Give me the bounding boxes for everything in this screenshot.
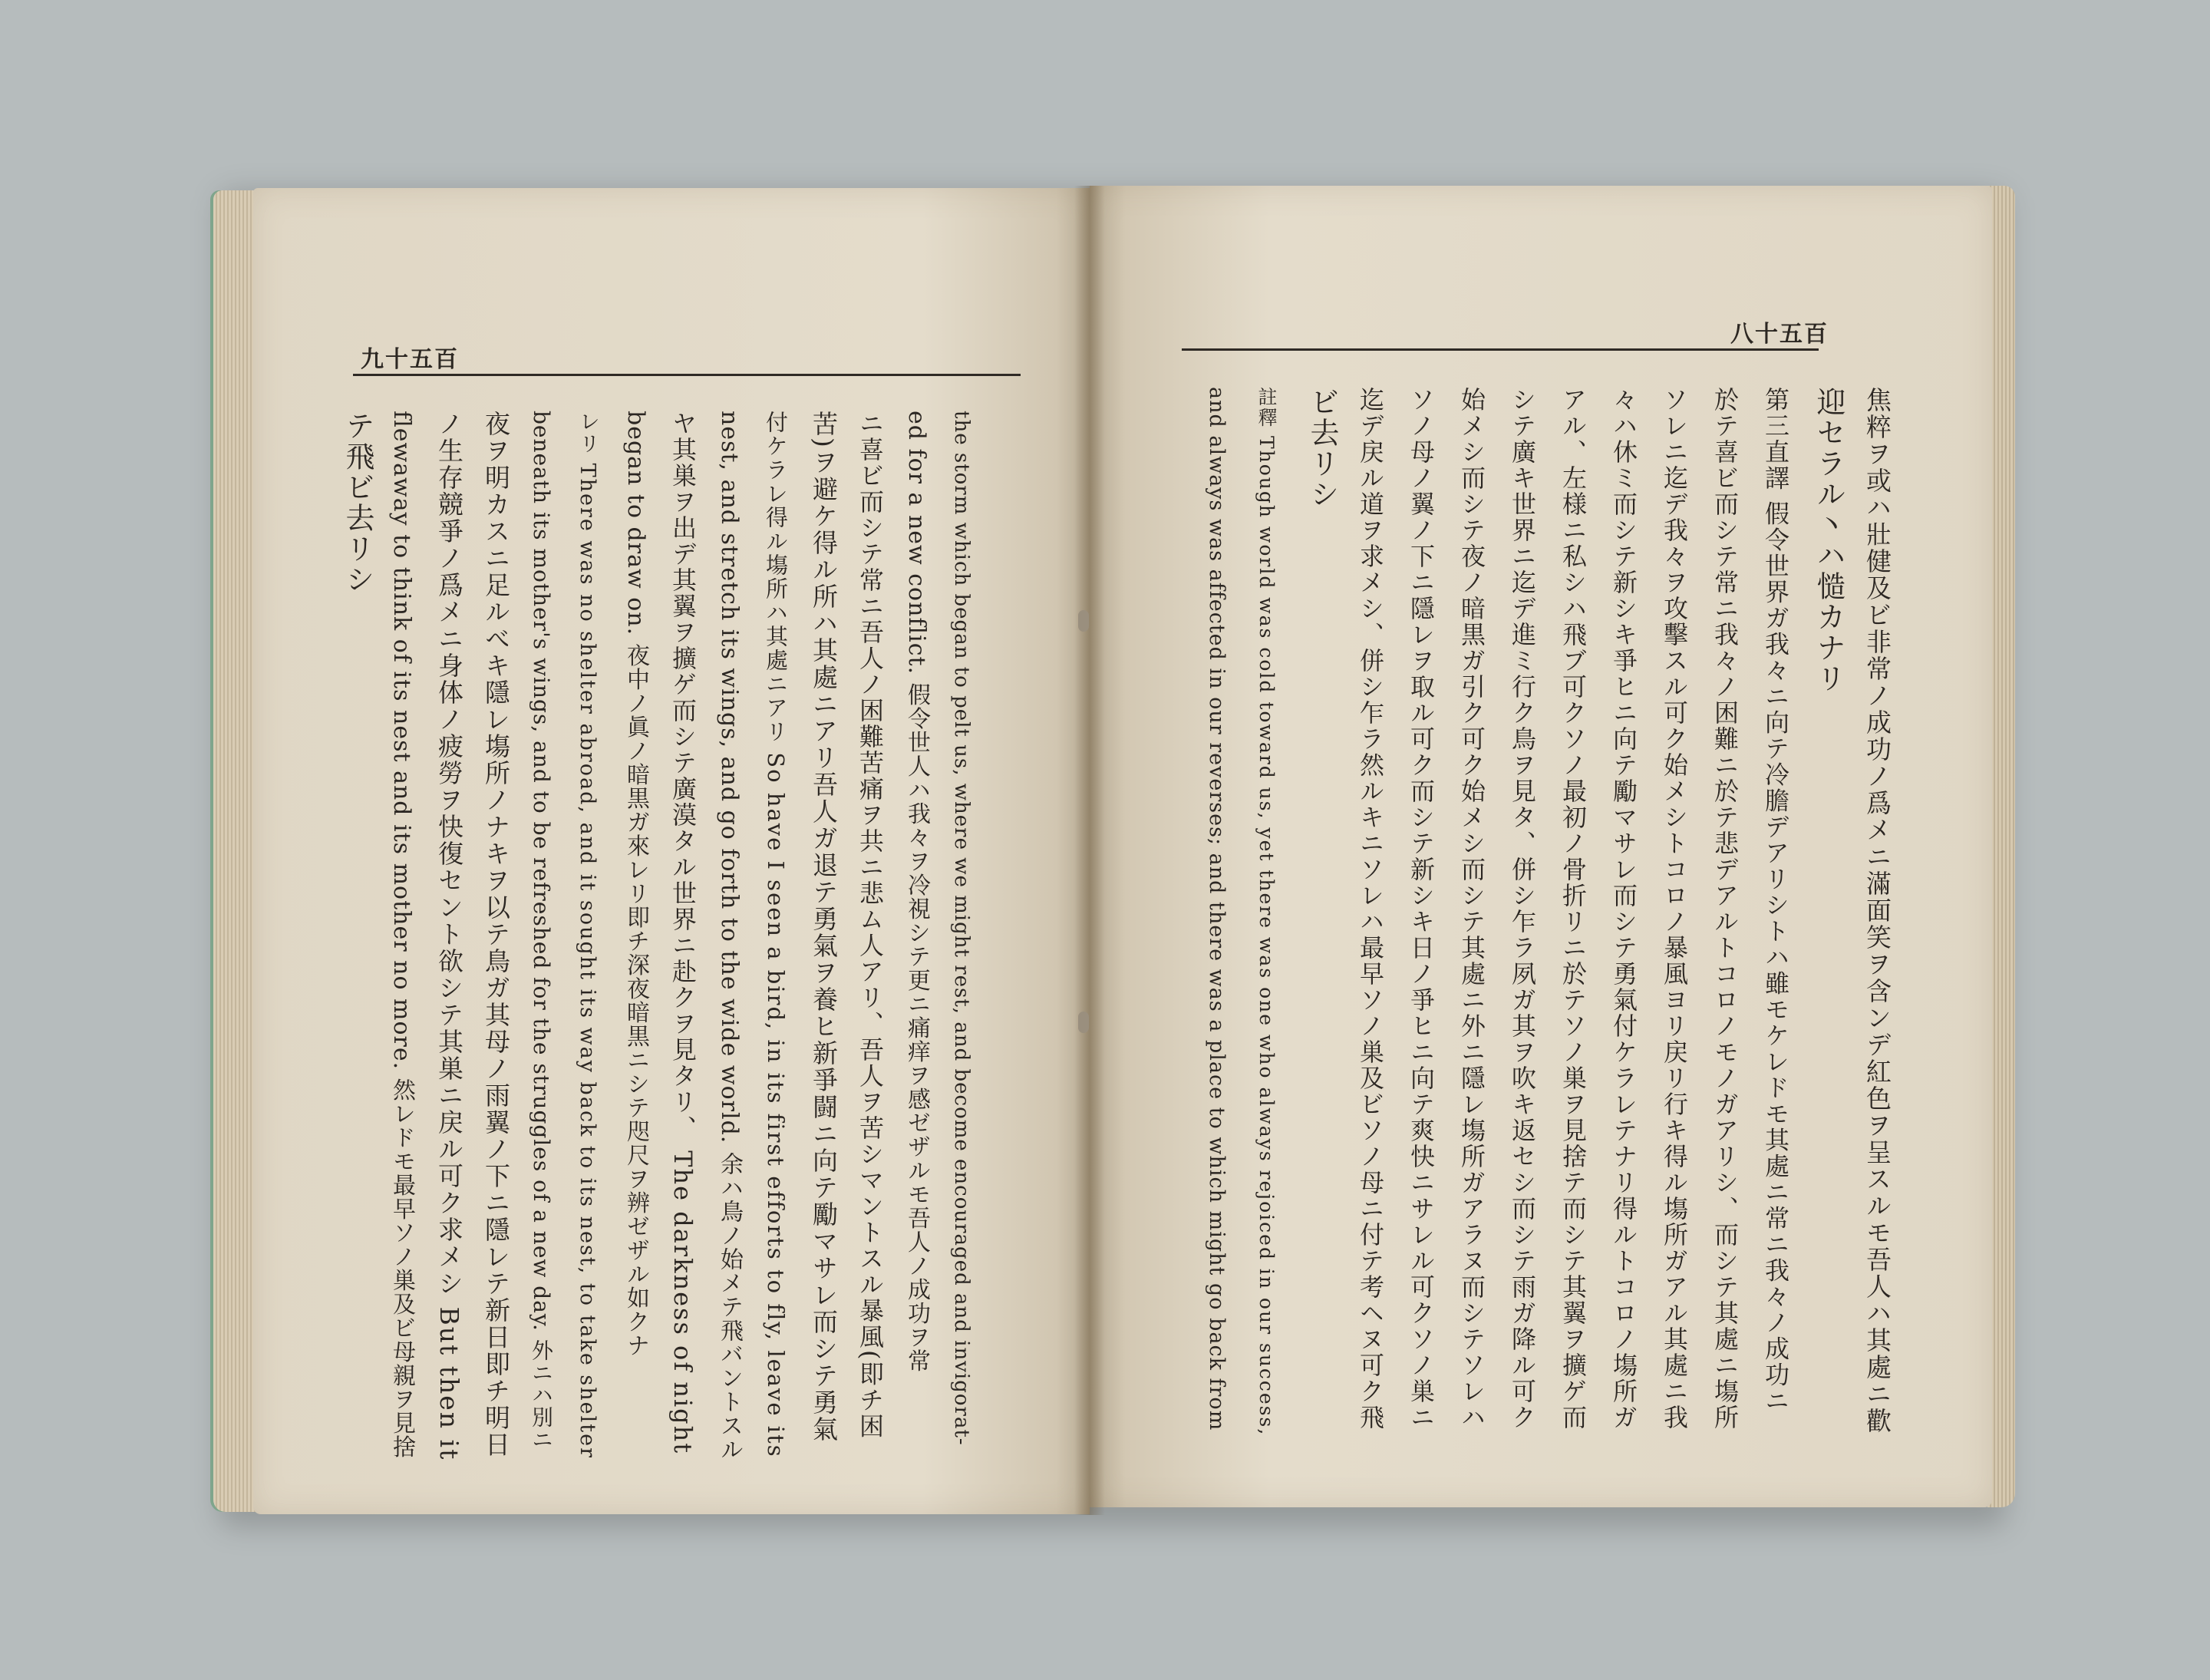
- text-column: 夜ヲ明カスニ足ルべキ隱レ塲所ノナキヲ以テ鳥ガ其母ノ雨翼ノ下ニ隱レテ新日即チ明日: [481, 411, 511, 1458]
- left-header-rule: [353, 374, 1021, 376]
- text-column: 付ケラレ得ル塲所ハ其處ニアリ So have I seen a bird, in its first efforts to fly, leave its: [763, 411, 789, 1458]
- text-column: the storm which began to pelt us, where we might rest, and become encouraged and invigorat-: [950, 411, 973, 1446]
- text-column: 於テ喜ビ而シテ常ニ我々ノ困難ニ於テ悲デアルトコロノモノガアリシ、而シテ其處ニ塲所: [1710, 387, 1740, 1431]
- text-column: ソノ母ノ翼ノ下ニ隱レヲ取ル可ク而シテ新シキ日ノ爭ヒニ向テ爽快ニサレル可クソノ巣ニ: [1407, 387, 1436, 1431]
- text-column: シテ廣キ世界ニ迄デ進ミ行ク鳥ヲ見タ、併シ乍ラ夙ガ其ヲ吹キ返セシ而シテ雨ガ降ル可ク: [1508, 387, 1537, 1431]
- right-header-rule: [1182, 348, 1819, 351]
- text-column: ノ生存競爭ノ爲メニ身体ノ疲勞ヲ快復セント欲シテ其巣ニ戻ル可ク求メシ But then it: [434, 411, 464, 1461]
- text-column: and always was affected in our reverses; and there was a place to which might go back from: [1205, 387, 1229, 1431]
- text-column: アル、左様ニ私シハ飛ブ可クソノ最初ノ骨折リニ於テソノ巣ヲ見捨テ而シテ其翼ヲ擴ゲ而: [1559, 387, 1588, 1431]
- text-column: began to draw on. 夜中ノ眞ノ暗黒ガ來レリ即チ深夜暗黒ニシテ咫尺ヲ辨ゼザル如クナ: [622, 411, 649, 1358]
- text-column: 々ハ休ミ而シテ新シキ爭ヒニ向テ勵マサレ而シテ勇氣付ケラレテナリ得ルトコロノ塲所ガ: [1609, 387, 1638, 1431]
- text-column: テ飛ビ去リシ: [341, 411, 374, 595]
- text-column: beneath its mother's wings, and to be refreshed for the struggles of a new day. 外ニハ別ニ: [529, 411, 554, 1451]
- binding-stitch: [1078, 1012, 1089, 1033]
- text-column: 焦粹ヲ或ハ壯健及ビ非常ノ成功ノ爲メニ滿面笑ヲ含ンデ紅色ヲ呈スルモ吾人ハ其處ニ歡: [1862, 387, 1892, 1434]
- left-page-edges: [213, 190, 258, 1512]
- text-column: ビ去リシ: [1305, 387, 1339, 510]
- text-column: flewaway to think of its nest and its mother no more. 然レドモ最早ソノ巣及ビ母親ヲ見捨: [388, 411, 415, 1459]
- right-page: [1090, 186, 1992, 1507]
- text-column: 始メシ而シテ夜ノ暗黒ガ引ク可ク始メシ而シテ其處ニ外ニ隱レ塲所ガアラヌ而シテソレハ: [1457, 387, 1486, 1431]
- text-column: 迎セラル丶ハ慥カナリ: [1812, 387, 1846, 694]
- text-column: ed for a new conflict. 假令世人ハ我々ヲ冷視シテ更ニ痛痒ヲ感ゼザルモ吾人ノ成功ヲ常: [903, 411, 930, 1373]
- left-page: [253, 188, 1090, 1514]
- text-column: ソレニ迄デ我々ヲ攻擊スル可ク始メシトコロノ暴風ヨリ戻リ行キ得ル塲所ガアル其處ニ我: [1660, 387, 1689, 1431]
- book-gutter: [1074, 186, 1105, 1515]
- text-column: nest, and stretch its wings, and go forth to the wide world. 余ハ鳥ノ始メテ飛バントスル: [716, 411, 743, 1461]
- text-column: ニ喜ビ而シテ常ニ吾人ノ困難苦痛ヲ共ニ悲ム人アリ、吾人ヲ苦シマントスル暴風(即チ困: [856, 411, 885, 1440]
- text-column: 註釋 Though world was cold toward us, yet there was one who always rejoiced in our success,: [1255, 387, 1278, 1437]
- text-column: 第三直譯 假令世界ガ我々ニ向テ冷膽デアリシトハ雖モケレドモ其處ニ常ニ我々ノ成功ニ: [1761, 387, 1790, 1414]
- text-column: ヤ其巣ヲ出デ其翼ヲ擴ゲ而シテ廣漠タル世界ニ赴クヲ見タリ、 The darkness of night: [668, 411, 698, 1455]
- text-column: レリ There was no shelter abroad, and it sought its way back to its nest, to take shelter: [576, 411, 599, 1460]
- right-page-number: 八十五百: [1730, 321, 1829, 348]
- text-column: 迄デ戻ル道ヲ求メシ、併シ乍ラ然ルキニソレハ最早ソノ巣及ビソノ母ニ付テ考ヘヌ可ク飛: [1356, 387, 1385, 1431]
- binding-stitch: [1078, 610, 1089, 632]
- left-page-number: 九十五百: [361, 346, 459, 373]
- text-column: 苦)ヲ避ケ得ル所ハ其處ニアリ吾人ガ退テ勇氣ヲ養ヒ新爭闘ニ向テ勵マサレ而シテ勇氣: [809, 411, 839, 1443]
